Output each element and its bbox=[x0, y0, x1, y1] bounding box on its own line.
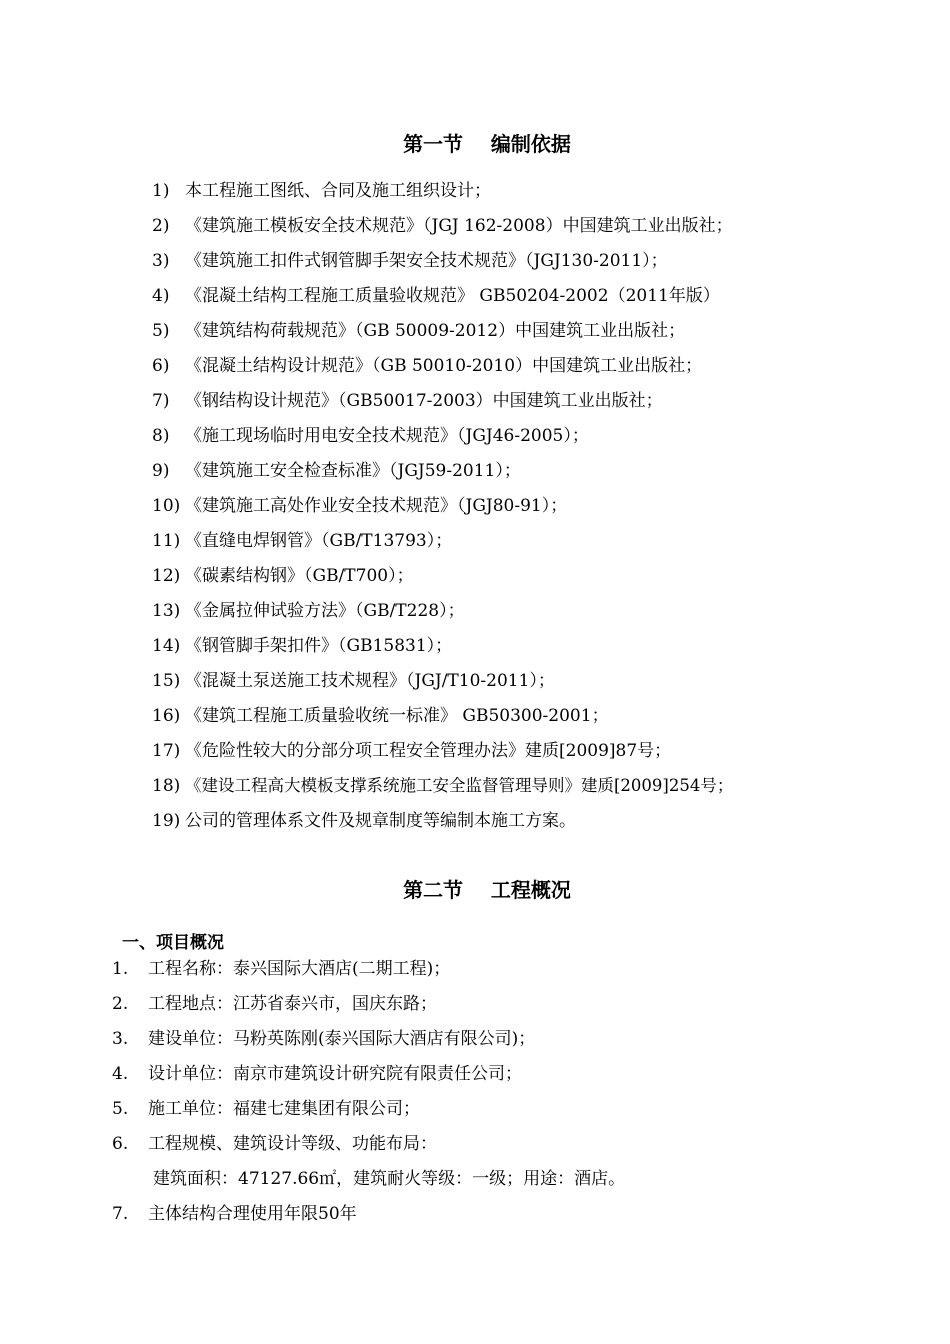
list-item-number: 1) bbox=[152, 181, 170, 201]
list-item-text: 《钢结构设计规范》（GB50017-2003）中国建筑工业出版社； bbox=[185, 391, 663, 411]
list-item-number: 6) bbox=[152, 356, 170, 376]
project-overview-heading: 一、项目概况 bbox=[122, 933, 224, 953]
list-item-text: 《建设工程高大模板支撑系统施工安全监督管理导则》建质[2009]254号； bbox=[185, 776, 734, 795]
list-item-text: 《钢管脚手架扣件》（GB15831）； bbox=[185, 636, 453, 656]
list-item-text: 工程规模、建筑设计等级、功能布局： bbox=[148, 1134, 437, 1154]
list-item-number: 4. bbox=[112, 1064, 129, 1084]
list-item-text: 《建筑施工模板安全技术规范》（JGJ 162-2008）中国建筑工业出版社； bbox=[185, 216, 733, 236]
list-item-text: 工程地点：江苏省泰兴市，国庆东路； bbox=[148, 994, 437, 1014]
list-item-number: 17) bbox=[152, 741, 181, 761]
list-item-number: 14) bbox=[152, 636, 181, 656]
list-item-number: 11) bbox=[152, 531, 181, 551]
list-item-text: 《金属拉伸试验方法》（GB/T228）； bbox=[185, 601, 465, 621]
list-item-text: 《建筑施工扣件式钢管脚手架安全技术规范》（JGJ130-2011）； bbox=[185, 251, 668, 271]
list-item-number: 5. bbox=[112, 1099, 129, 1119]
list-item-text: 《建筑结构荷载规范》（GB 50009-2012）中国建筑工业出版社； bbox=[185, 321, 686, 341]
list-item-text: 建设单位：马粉英陈刚(泰兴国际大酒店有限公司)； bbox=[148, 1029, 536, 1049]
list-item-number: 12) bbox=[152, 566, 181, 586]
list-item-text: 主体结构合理使用年限50年 bbox=[148, 1204, 357, 1224]
list-item-number: 16) bbox=[152, 706, 181, 726]
list-item-number: 10) bbox=[152, 496, 181, 516]
list-item-text: 《建筑施工高处作业安全技术规范》（JGJ80-91）； bbox=[185, 496, 568, 516]
list-item-number: 1. bbox=[112, 959, 129, 979]
list-item-number: 2) bbox=[152, 216, 170, 236]
list-item-text: 本工程施工图纸、合同及施工组织设计； bbox=[185, 181, 491, 201]
list-item-number: 3) bbox=[152, 251, 170, 271]
list-item-text: 工程名称：泰兴国际大酒店(二期工程)； bbox=[148, 959, 451, 979]
list-item-text: 《危险性较大的分部分项工程安全管理办法》建质[2009]87号； bbox=[185, 741, 672, 761]
list-item-text: 《碳素结构钢》（GB/T700）； bbox=[185, 566, 414, 586]
list-item-text: 建筑面积：47127.66㎡，建筑耐火等级：一级；用途：酒店。 bbox=[153, 1169, 626, 1189]
list-item-number: 3. bbox=[112, 1029, 129, 1049]
section-2-title: 第二节 工程概况 bbox=[403, 878, 571, 902]
list-item-number: 9) bbox=[152, 461, 170, 481]
list-item-text: 《建筑工程施工质量验收统一标准》 GB50300-2001； bbox=[185, 706, 609, 726]
list-item-text: 《建筑施工安全检查标准》（JGJ59-2011）； bbox=[185, 461, 521, 481]
list-item-number: 15) bbox=[152, 671, 181, 691]
list-item-number: 18) bbox=[152, 776, 181, 796]
list-item-number: 4) bbox=[152, 286, 170, 306]
list-item-number: 2. bbox=[112, 994, 129, 1014]
list-item-text: 《混凝土泵送施工技术规程》（JGJ/T10-2011）； bbox=[185, 671, 555, 691]
list-item-number: 6. bbox=[112, 1134, 129, 1154]
list-item-text: 《直缝电焊钢管》（GB/T13793）； bbox=[185, 531, 453, 551]
list-item-number: 7. bbox=[112, 1204, 129, 1224]
list-item-text: 《混凝土结构设计规范》（GB 50010-2010）中国建筑工业出版社； bbox=[185, 356, 703, 376]
section-1-title: 第一节 编制依据 bbox=[403, 132, 571, 156]
list-item-text: 《混凝土结构工程施工质量验收规范》 GB50204-2002（2011年版） bbox=[185, 286, 720, 306]
list-item-text: 施工单位：福建七建集团有限公司； bbox=[148, 1099, 420, 1119]
list-item-text: 《施工现场临时用电安全技术规范》（JGJ46-2005）； bbox=[185, 426, 589, 446]
list-item-number: 19) bbox=[152, 811, 181, 831]
list-item-text: 公司的管理体系文件及规章制度等编制本施工方案。 bbox=[185, 811, 576, 831]
list-item-text: 设计单位：南京市建筑设计研究院有限责任公司； bbox=[148, 1064, 522, 1084]
list-item-number: 7) bbox=[152, 391, 170, 411]
list-item-number: 8) bbox=[152, 426, 170, 446]
list-item-number: 5) bbox=[152, 321, 170, 341]
list-item-number: 13) bbox=[152, 601, 181, 621]
